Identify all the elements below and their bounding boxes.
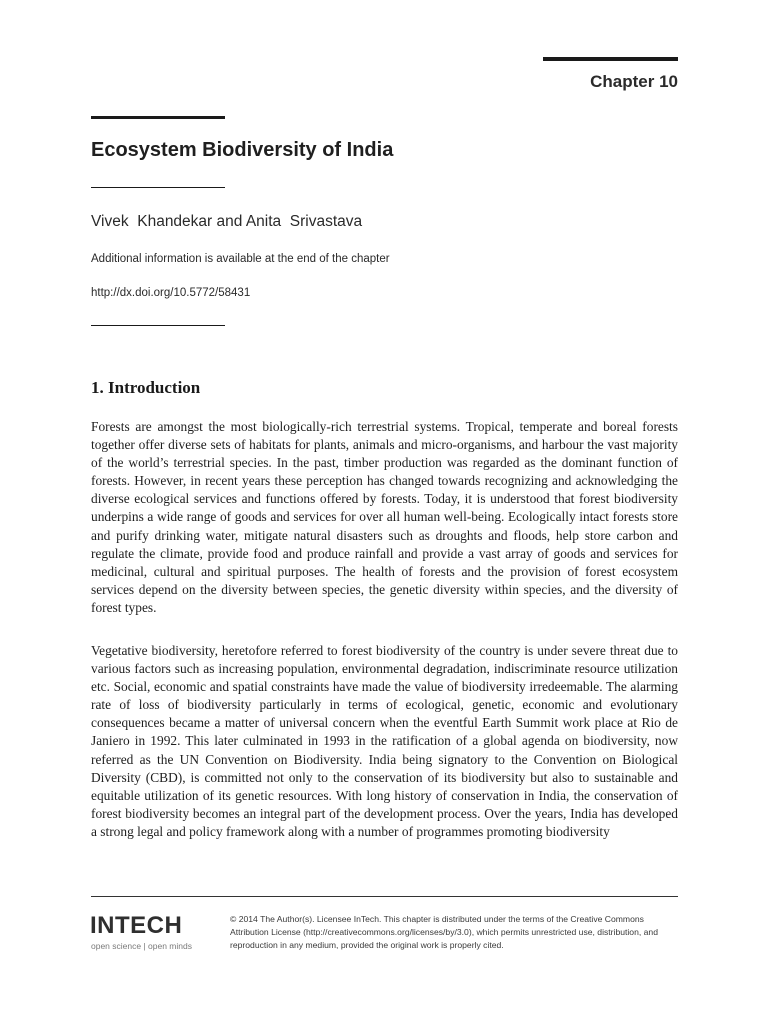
doi-link[interactable]: http://dx.doi.org/10.5772/58431	[91, 287, 251, 299]
section-heading: 1. Introduction	[91, 378, 201, 397]
body-paragraph: Forests are amongst the most biologically-rich terrestrial systems. Tropical, temperate and boreal forests together offer diverse sets of habitats for plants, animals and micro-organisms, and harbour the vast majority of the world’s terrestrial species. In the past, timber production was regarded as the dominant function of forests. However, in recent years these perception has changed towards recognizing and acknowledging the diverse ecological services and functions offered by forests. Today, it is understood that forest biodiversity underpins a wide range of goods and services for over all human well-being. Ecologically intact forests store and purify drinking water, mitigate natural disasters such as droughts and floods, help store carbon and regulate the climate, provide food and produce rainfall and provide a vast array of goods and services for medicinal, cultural and spiritual purposes. The health of forests and the provision of forest ecosystem services depend on the diversity between species, the genetic diversity within species, and the diversity of forest types.	[91, 419, 678, 615]
chapter-rule	[543, 57, 678, 61]
author-list: Vivek Khandekar and Anita Srivastava	[91, 213, 363, 230]
license-notice: © 2014 The Author(s). Licensee InTech. This chapter is distributed under the terms of the Creative Commons Attribution License (http://creativecommons.org/licenses/by/3.0), which permits unrestricted use, distribution, and reproduction in any medium, provided the original work is properly cited.	[230, 914, 658, 950]
title-rule-bottom	[91, 187, 225, 188]
footer-rule	[91, 896, 678, 897]
chapter-label: Chapter 10	[590, 72, 678, 91]
title-rule-top	[91, 116, 225, 119]
additional-info-note: Additional information is available at the end of the chapter	[91, 253, 390, 265]
publisher-logo: INTECH	[90, 912, 183, 939]
meta-rule	[91, 325, 225, 326]
body-paragraph: Vegetative biodiversity, heretofore referred to forest biodiversity of the country is under severe threat due to various factors such as increasing population, environmental degradation, indiscriminate resource utilization etc. Social, economic and spatial constraints have made the value of biodiversity irredeemable. The alarming rate of loss of biodiversity particularly in terms of ecological, genetic, economic and evolutionary consequences became a matter of universal concern when the eventful Earth Summit work place at Rio de Janiero in 1992. This later culminated in 1993 in the ratification of a global agenda on biodiversity, now referred as the UN Convention on Biodiversity. India being signatory to the Convention on Biological Diversity (CBD), is committed not only to the conservation of its biodiversity but also to sustainable and equitable utilization of its genetic resources. With long history of conservation in India, the conservation of forest biodiversity becomes an integral part of the development process. Over the years, India has developed a strong legal and policy framework along with a number of programmes promoting biodiversity	[91, 643, 678, 839]
publisher-tagline: open science | open minds	[91, 941, 192, 951]
article-title: Ecosystem Biodiversity of India	[91, 139, 394, 161]
